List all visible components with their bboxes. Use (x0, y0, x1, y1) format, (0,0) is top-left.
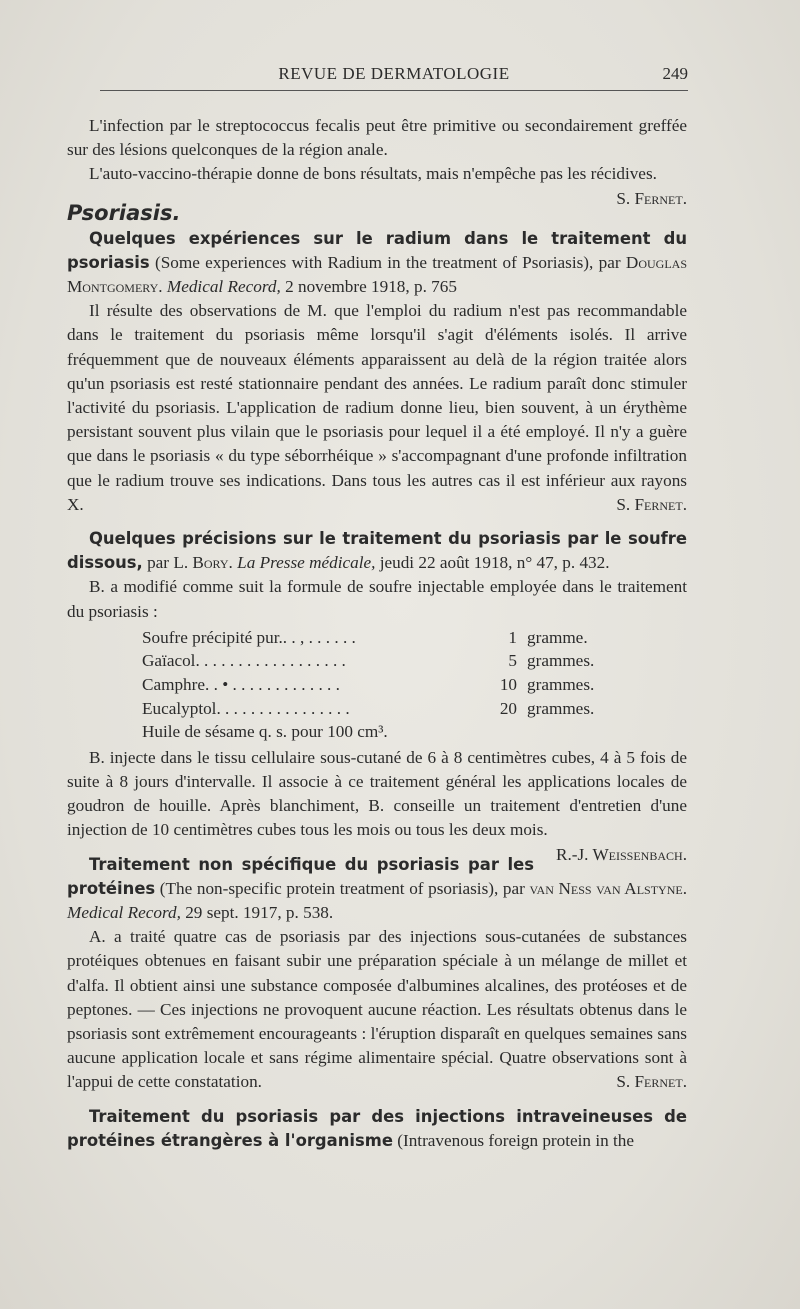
article-2-ref: par (142, 553, 174, 573)
signature: R.-J. Weissenbach. (556, 844, 687, 864)
page-header (100, 62, 688, 91)
article-4-ref: (Intravenous foreign protein in the (392, 1130, 634, 1150)
ingredient-name: Eucalyptol. . . . . . . . . . . . . . . . (142, 698, 350, 718)
formula-row (142, 649, 612, 673)
ingredient-unit: grammes. (527, 651, 595, 671)
formula-row (142, 626, 612, 650)
ingredient-name: Camphre. . • . . . . . . . . . . . . . (142, 675, 340, 695)
article-3-author: van Ness van Alstyne. (529, 878, 687, 898)
ingredient-qty: 10 (499, 675, 517, 695)
ingredient-qty: 20 (499, 698, 517, 718)
article-2-body (67, 746, 687, 864)
article-3-body (67, 925, 687, 1094)
ingredient-qty: 5 (508, 651, 517, 671)
article-1-title: Quelques expériences sur le radium dans le traitement du psoriasis (67, 228, 687, 272)
running-head: REVUE DE DERMATOLOGIE (278, 64, 510, 83)
ingredient-qty: 1 (508, 627, 517, 647)
article-2-heading (67, 527, 687, 575)
article-2-journal: La Presse médicale, (232, 553, 376, 573)
article-2-author: L. Bory. (173, 553, 233, 573)
article-3-title: Traitement non spécifique du psoriasis par les protéines (67, 854, 534, 898)
article-3-ref: (The non-specific protein treatment of psoriasis), par (155, 878, 530, 898)
ingredient-unit: grammes. (527, 675, 595, 695)
article-3-date: 29 sept. 1917, p. 538. (180, 903, 334, 923)
ingredient-name: Soufre précipité pur.. . , . . . . . . (142, 627, 356, 647)
article-2-date: jeudi 22 août 1918, n° 47, p. 432. (375, 553, 610, 573)
formula-row (142, 697, 612, 721)
ingredient-name: Gaïacol. . . . . . . . . . . . . . . . . . (142, 651, 346, 671)
article-1-body-text: Il résulte des observations de M. que l'emploi du radium n'est pas recommandable dans le traitement du psoriasis même lorsqu'il s'agit d'éléments isolés. Il arrive fréquemment que de nouveaux éléments apparaissent au delà de la région traitée alors qu'un psoriasis est resté stationnaire pendant des années. Le radium paraît donc stimuler l'activité du psoriasis. L'application de radium donne lieu, bien souvent, à un érythème persistant souvent plus vilain que le psoriasis pour lequel il a été employé. Il n'y a guère que dans le psoriasis « du type séborrhéique » s'accompagnant d'une profonde infiltration que le radium trouve ses indications. Dans tous les autres cas il est inférieur aux rayons X. (67, 301, 687, 514)
article-1-body (67, 299, 687, 517)
formula-row (142, 720, 612, 744)
intro-paragraph-2-text: L'auto-vaccino-thérapie donne de bons résultats, mais n'empêche pas les récidives. (89, 164, 657, 184)
article-2-intro: B. a modifié comme suit la formule de soufre injectable employée dans le traitement du psoriasis : (67, 577, 687, 621)
signature: S. Fernet. (616, 494, 687, 514)
signature: S. Fernet. (616, 1072, 687, 1092)
article-4-heading (67, 1105, 687, 1153)
ingredient-unit: gramme. (527, 627, 588, 647)
article-3-body-text: A. a traité quatre cas de psoriasis par des injections sous-cutanées de substances protéiques obtenues en faisant subir une préparation spéciale à un mélange de millet et d'alfa. Il obtient ainsi une substance composée d'albumines alcalines, des protéoses et de peptones. — Ces injections ne provoquent aucune réaction. Les résultats obtenus dans le psoriasis sont extrêmement encourageants : l'éruption disparaît en quelques semaines sans aucune application locale et sans régime alimentaire spécial. Quatre observations sont à l'appui de cette constatation. (67, 927, 687, 1092)
signature: S. Fernet. (616, 188, 687, 208)
formula-table (142, 626, 612, 744)
formula-row (142, 673, 612, 697)
article-3-journal: Medical Record, (67, 903, 181, 923)
formula-last-line: Huile de sésame q. s. pour 100 cm³. (142, 722, 388, 742)
ingredient-unit: grammes. (527, 698, 595, 718)
intro-paragraph-2 (67, 162, 687, 208)
article-1-heading (67, 227, 687, 300)
text-column (67, 114, 687, 1153)
page-number: 249 (662, 64, 688, 83)
article-1-date: 2 novembre 1918, p. 765 (280, 277, 457, 297)
section-title: Psoriasis. (67, 200, 181, 225)
article-1-journal: Medical Record, (162, 277, 281, 297)
article-2-title: Quelques précisions sur le traitement du psoriasis par le soufre dissous, (67, 529, 687, 573)
article-1-ref: (Some experiences with Radium in the treatment of Psoriasis), par (149, 252, 626, 272)
intro-paragraph-1: L'infection par le streptococcus fecalis peut être primitive ou secondairement greffée sur des lésions quelconques de la région anale. (67, 116, 687, 160)
article-2-body-text: B. injecte dans le tissu cellulaire sous-cutané de 6 à 8 centimètres cubes, 4 à 5 fois de suite à 8 jours d'intervalle. Il associe à ce traitement général les applications locales de goudron de houille. Après blanchiment, B. conseille un traitement d'entretien d'une injection de 10 centimètres cubes tous les mois ou tous les deux mois. (67, 747, 687, 840)
article-4-title: Traitement du psoriasis par des injections intraveineuses de protéines étrangères à l'organisme (67, 1106, 687, 1150)
article-1-author: Douglas Montgomery. (67, 252, 687, 297)
